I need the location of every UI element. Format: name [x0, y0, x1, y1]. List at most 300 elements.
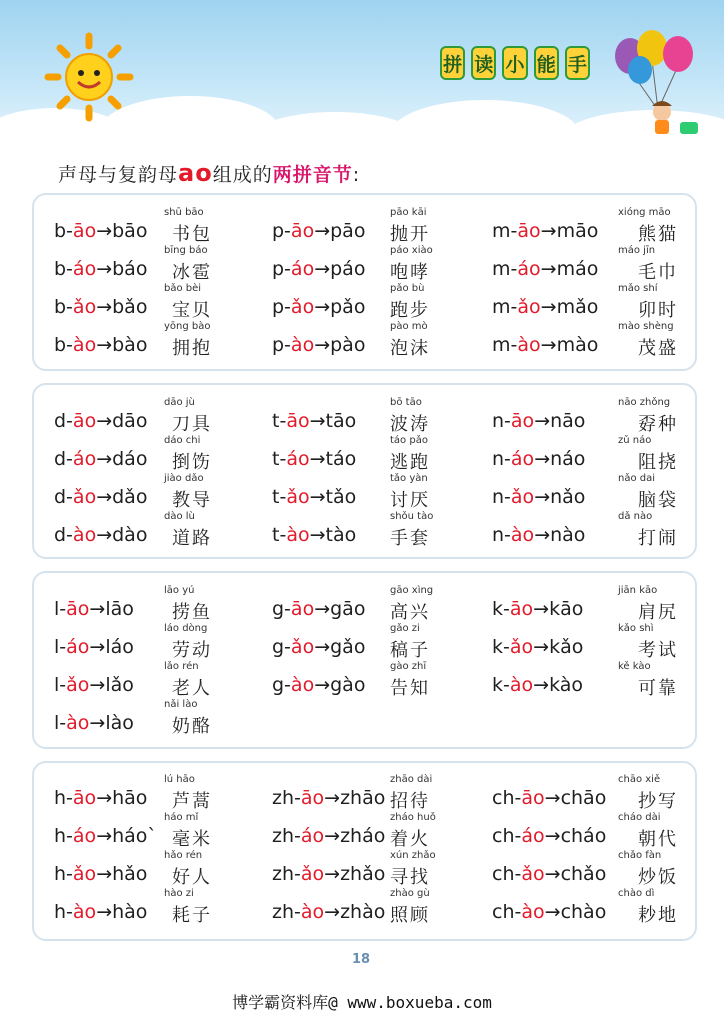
word-hanzi: 宝贝 [172, 300, 212, 321]
word-pinyin: chāo xiě [618, 774, 661, 785]
initial: t- [272, 410, 287, 432]
word-pinyin: bō tāo [390, 397, 422, 408]
rime: ǎo [521, 863, 545, 885]
initial: k- [492, 674, 510, 696]
syllable-result: pǎo [330, 296, 366, 318]
arrow-icon: → [96, 486, 113, 508]
syllable-result: zhāo [340, 787, 386, 809]
word-pinyin: lú hāo [164, 774, 195, 785]
rime: ào [290, 334, 315, 356]
syllable-entry [54, 623, 274, 661]
syllable-entry [54, 245, 274, 283]
word-hanzi: 跑步 [390, 300, 430, 321]
syllable-entry [54, 812, 274, 850]
syllable-entry [272, 774, 492, 812]
syllable-result: mǎo [556, 296, 599, 318]
arrow-icon: → [96, 296, 113, 318]
word-pinyin: gāo xìng [390, 585, 434, 596]
word-pinyin: zhào gù [390, 888, 430, 899]
arrow-icon: → [309, 448, 326, 470]
syllable-entry [492, 850, 712, 888]
syllable-entry [272, 397, 492, 435]
spelling-formula [492, 220, 598, 242]
spelling-formula [272, 410, 356, 432]
rime: ào [290, 674, 315, 696]
syllable-entry [54, 283, 274, 321]
rime: ǎo [286, 486, 310, 508]
spelling-formula [272, 598, 365, 620]
badge-char: 能 [534, 46, 559, 80]
arrow-icon: → [96, 258, 113, 280]
syllable-result: zhǎo [340, 863, 386, 885]
arrow-icon: → [89, 598, 106, 620]
badge-char: 手 [565, 46, 590, 80]
rime: áo [300, 825, 325, 847]
rime: áo [72, 448, 97, 470]
spelling-formula [272, 524, 356, 546]
syllable-result: cháo [560, 825, 607, 847]
word-hanzi: 耗子 [172, 905, 212, 926]
word-pinyin: bǎo bèi [164, 283, 202, 294]
initial: zh- [272, 863, 301, 885]
spelling-formula [54, 448, 147, 470]
syllable-result: dāo [112, 410, 148, 432]
arrow-icon: → [314, 598, 331, 620]
word-hanzi: 波涛 [390, 414, 430, 435]
spelling-formula [272, 334, 365, 356]
spelling-formula [54, 863, 147, 885]
syllable-result: báo [112, 258, 148, 280]
word-pinyin: yōng bào [164, 321, 211, 332]
rime: ǎo [290, 636, 315, 658]
syllable-result: mào [556, 334, 599, 356]
word-pinyin: shū bāo [164, 207, 204, 218]
word-hanzi: 讨厌 [390, 490, 430, 511]
syllable-entry [54, 661, 274, 699]
initial: l- [54, 598, 67, 620]
word-hanzi: 茂盛 [638, 338, 678, 359]
arrow-icon: → [314, 258, 331, 280]
initial: ch- [492, 825, 522, 847]
word-hanzi: 逃跑 [390, 452, 430, 473]
arrow-icon: → [540, 334, 557, 356]
initial: zh- [272, 787, 301, 809]
rime: āo [66, 598, 90, 620]
arrow-icon: → [540, 258, 557, 280]
spelling-formula [492, 787, 606, 809]
word-hanzi: 照顾 [390, 905, 430, 926]
spelling-formula [272, 825, 385, 847]
rime: ǎo [517, 296, 541, 318]
arrow-icon: → [314, 296, 331, 318]
syllable-result: nāo [550, 410, 586, 432]
word-pinyin: gǎo zi [390, 623, 420, 634]
arrow-icon: → [534, 448, 551, 470]
word-hanzi: 着火 [390, 829, 430, 850]
syllable-result: tāo [325, 410, 357, 432]
rime: áo [510, 448, 535, 470]
syllable-entry [492, 511, 712, 549]
rime: áo [517, 258, 541, 280]
spelling-formula [492, 674, 583, 696]
rime: ǎo [72, 486, 97, 508]
initial: g- [272, 598, 291, 620]
word-hanzi: 冰雹 [172, 262, 212, 283]
word-hanzi: 芦蒿 [172, 791, 212, 812]
arrow-icon: → [314, 334, 331, 356]
word-hanzi: 阻挠 [638, 452, 678, 473]
syllable-entry [54, 699, 274, 737]
syllable-result: zháo [340, 825, 386, 847]
initial: t- [272, 486, 287, 508]
rime: āo [286, 410, 310, 432]
word-pinyin: hào zi [164, 888, 194, 899]
arrow-icon: → [96, 863, 113, 885]
word-pinyin: hǎo rén [164, 850, 203, 861]
word-hanzi: 寻找 [390, 867, 430, 888]
initial: g- [272, 674, 291, 696]
word-pinyin: máo jīn [618, 245, 656, 256]
initial: k- [492, 598, 510, 620]
spelling-formula [54, 825, 157, 847]
sun-icon [44, 32, 134, 122]
arrow-icon: → [314, 220, 331, 242]
word-pinyin: dāo jù [164, 397, 195, 408]
spelling-formula [492, 825, 606, 847]
word-pinyin: mào shèng [618, 321, 674, 332]
arrow-icon: → [96, 901, 113, 923]
word-hanzi: 可靠 [638, 678, 678, 699]
initial: l- [54, 712, 67, 734]
syllable-result: bāo [112, 220, 148, 242]
word-pinyin: zháo huǒ [390, 812, 436, 823]
syllable-entry [272, 585, 492, 623]
initial: d- [54, 524, 73, 546]
spelling-formula [54, 636, 134, 658]
word-hanzi: 捯饬 [172, 452, 212, 473]
word-hanzi: 咆哮 [390, 262, 430, 283]
syllable-entry [54, 397, 274, 435]
word-pinyin: zǔ náo [618, 435, 652, 446]
spelling-formula [492, 524, 585, 546]
spelling-formula [492, 334, 598, 356]
initial: n- [492, 486, 511, 508]
rime: āo [72, 787, 97, 809]
rime: āo [290, 598, 315, 620]
word-hanzi: 毛巾 [638, 262, 678, 283]
word-hanzi: 书包 [172, 224, 212, 245]
rime: ào [521, 901, 545, 923]
rime: āo [509, 598, 534, 620]
arrow-icon: → [96, 787, 113, 809]
initial: b- [54, 220, 73, 242]
rime: āo [72, 410, 97, 432]
arrow-icon: → [324, 787, 341, 809]
spelling-formula [272, 901, 385, 923]
badge-char: 小 [502, 46, 527, 80]
syllable-result: kǎo [549, 636, 584, 658]
initial: b- [54, 296, 73, 318]
arrow-icon: → [544, 863, 561, 885]
syllable-entry [492, 585, 712, 623]
syllable-result: lào [105, 712, 134, 734]
spelling-formula [54, 712, 134, 734]
spelling-formula [54, 220, 147, 242]
syllable-entry [272, 812, 492, 850]
syllable-entry [54, 850, 274, 888]
spelling-formula [492, 901, 606, 923]
syllable-result: láo [105, 636, 134, 658]
word-pinyin: lāo yú [164, 585, 195, 596]
initial: t- [272, 448, 287, 470]
syllable-result: hào [112, 901, 148, 923]
arrow-icon: → [544, 901, 561, 923]
rime: ào [72, 524, 97, 546]
word-hanzi: 教导 [172, 490, 212, 511]
initial: g- [272, 636, 291, 658]
syllable-entry [492, 207, 712, 245]
word-pinyin: chǎo fàn [618, 850, 662, 861]
syllable-entry [492, 812, 712, 850]
syllable-entry [492, 661, 712, 699]
word-hanzi: 肩尻 [638, 602, 678, 623]
spelling-formula [492, 598, 583, 620]
word-hanzi: 告知 [390, 678, 430, 699]
rime: áo [66, 636, 90, 658]
arrow-icon: → [96, 448, 113, 470]
syllable-result: nǎo [550, 486, 586, 508]
word-pinyin: xún zhǎo [390, 850, 436, 861]
initial: m- [492, 334, 518, 356]
page-number: 18 [351, 952, 371, 967]
syllable-entry [272, 435, 492, 473]
syllable-result: páo [330, 258, 366, 280]
spelling-formula [492, 448, 585, 470]
word-pinyin: nāo zhǒng [618, 397, 671, 408]
word-pinyin: chào dì [618, 888, 655, 899]
arrow-icon: → [309, 410, 326, 432]
word-hanzi: 劳动 [172, 640, 212, 661]
syllable-entry [272, 321, 492, 359]
spelling-formula [492, 410, 585, 432]
initial: n- [492, 524, 511, 546]
rime: ào [510, 524, 535, 546]
syllable-result: tǎo [325, 486, 357, 508]
initial: l- [54, 674, 67, 696]
initial: ch- [492, 787, 522, 809]
initial: p- [272, 258, 291, 280]
word-hanzi: 泡沫 [390, 338, 430, 359]
syllable-entry [272, 661, 492, 699]
syllable-result: náo [550, 448, 586, 470]
word-hanzi: 考试 [638, 640, 678, 661]
arrow-icon: → [324, 863, 341, 885]
syllable-result: máo [556, 258, 599, 280]
arrow-icon: → [96, 220, 113, 242]
syllable-entry [272, 473, 492, 511]
spelling-formula [272, 636, 365, 658]
word-pinyin: pǎo bù [390, 283, 425, 294]
syllable-result: dào [112, 524, 148, 546]
initial: t- [272, 524, 287, 546]
word-hanzi: 拥抱 [172, 338, 212, 359]
initial: m- [492, 220, 518, 242]
syllable-entry [272, 850, 492, 888]
syllable-result: hǎo [112, 863, 148, 885]
word-pinyin: kě kào [618, 661, 651, 672]
rime: āo [521, 787, 545, 809]
heading-highlight: 两拼音节 [272, 164, 353, 186]
initial: k- [492, 636, 510, 658]
word-hanzi: 高兴 [390, 602, 430, 623]
section-heading: 声母与复韵母ao组成的两拼音节: [58, 159, 361, 187]
word-pinyin: kǎo shì [618, 623, 654, 634]
rime: ào [517, 334, 541, 356]
arrow-icon: → [96, 334, 113, 356]
heading-rime: ao [178, 159, 213, 187]
word-hanzi: 手套 [390, 528, 430, 549]
spelling-formula [54, 258, 147, 280]
spelling-formula [54, 787, 147, 809]
spelling-formula [54, 486, 147, 508]
initial: n- [492, 448, 511, 470]
initial: b- [54, 334, 73, 356]
badge-char: 读 [471, 46, 496, 80]
arrow-icon: → [309, 524, 326, 546]
title-badge [440, 46, 590, 86]
word-pinyin: nǎi lào [164, 699, 198, 710]
rime: ǎo [509, 636, 534, 658]
word-pinyin: háo mǐ [164, 812, 199, 823]
rime: áo [521, 825, 545, 847]
syllable-result: kào [549, 674, 583, 696]
syllable-result: gǎo [330, 636, 366, 658]
arrow-icon: → [309, 486, 326, 508]
spelling-formula [492, 863, 606, 885]
word-pinyin: táo pǎo [390, 435, 428, 446]
spelling-formula [54, 524, 147, 546]
rime: āo [300, 787, 325, 809]
word-hanzi: 炒饭 [638, 867, 678, 888]
spelling-formula [272, 448, 356, 470]
footer-watermark: 博学霸资料库@ www.boxueba.com [232, 993, 492, 1012]
syllable-result: tào [325, 524, 357, 546]
rime: āo [290, 220, 315, 242]
arrow-icon: → [533, 598, 550, 620]
rime: ǎo [300, 863, 325, 885]
initial: l- [54, 636, 67, 658]
syllable-result: táo [325, 448, 357, 470]
initial: n- [492, 410, 511, 432]
word-pinyin: mǎo shí [618, 283, 658, 294]
syllable-entry [54, 888, 274, 926]
word-hanzi: 道路 [172, 528, 212, 549]
word-pinyin: jiào dǎo [164, 473, 204, 484]
word-pinyin: bīng báo [164, 245, 208, 256]
spelling-formula [272, 220, 365, 242]
arrow-icon: → [540, 220, 557, 242]
rime: ǎo [66, 674, 90, 696]
spelling-formula [272, 296, 365, 318]
syllable-result: chào [560, 901, 607, 923]
syllable-result: gāo [330, 598, 366, 620]
arrow-icon: → [324, 901, 341, 923]
spelling-formula [492, 296, 598, 318]
rime: ào [509, 674, 534, 696]
word-pinyin: dǎ nào [618, 511, 653, 522]
arrow-icon: → [89, 674, 106, 696]
syllable-result: hāo [112, 787, 148, 809]
word-hanzi: 奶酪 [172, 716, 212, 737]
syllable-entry [272, 245, 492, 283]
syllable-entry [492, 774, 712, 812]
word-pinyin: cháo dài [618, 812, 661, 823]
arrow-icon: → [96, 524, 113, 546]
syllable-result: lǎo [105, 674, 134, 696]
word-pinyin: gào zhī [390, 661, 427, 672]
arrow-icon: → [533, 674, 550, 696]
syllable-result: pāo [330, 220, 366, 242]
rime: ǎo [72, 296, 97, 318]
syllable-result: pào [330, 334, 366, 356]
initial: h- [54, 901, 73, 923]
syllable-entry [492, 245, 712, 283]
spelling-formula [272, 787, 385, 809]
arrow-icon: → [534, 524, 551, 546]
word-pinyin: shǒu tào [390, 511, 434, 522]
syllable-result: bào [112, 334, 148, 356]
initial: h- [54, 825, 73, 847]
rime: ào [66, 712, 90, 734]
syllable-result: nào [550, 524, 586, 546]
word-hanzi: 捞鱼 [172, 602, 212, 623]
initial: zh- [272, 901, 301, 923]
initial: d- [54, 448, 73, 470]
word-hanzi: 刀具 [172, 414, 212, 435]
rime: ào [72, 334, 97, 356]
rime: ào [300, 901, 325, 923]
rime: āo [510, 410, 535, 432]
syllable-entry [492, 321, 712, 359]
initial: p- [272, 220, 291, 242]
syllable-entry [492, 888, 712, 926]
spelling-formula [54, 410, 147, 432]
word-hanzi: 熊猫 [638, 224, 678, 245]
rime: ào [286, 524, 310, 546]
spelling-formula [54, 334, 147, 356]
spelling-formula [272, 674, 365, 696]
arrow-icon: → [534, 410, 551, 432]
word-pinyin: lǎo rén [164, 661, 199, 672]
word-pinyin: pāo kāi [390, 207, 427, 218]
word-pinyin: páo xiào [390, 245, 433, 256]
syllable-result: kāo [549, 598, 584, 620]
spelling-formula [272, 258, 365, 280]
initial: p- [272, 334, 291, 356]
word-hanzi: 卯时 [638, 300, 678, 321]
syllable-result: dǎo [112, 486, 148, 508]
word-hanzi: 脑袋 [638, 490, 678, 511]
word-hanzi: 孬种 [638, 414, 678, 435]
spelling-formula [492, 636, 583, 658]
balloon-girl-icon [600, 30, 720, 140]
word-pinyin: xióng māo [618, 207, 671, 218]
syllable-entry [272, 511, 492, 549]
badge-char: 拼 [440, 46, 465, 80]
syllable-entry [54, 207, 274, 245]
word-hanzi: 好人 [172, 867, 212, 888]
word-hanzi: 老人 [172, 678, 212, 699]
